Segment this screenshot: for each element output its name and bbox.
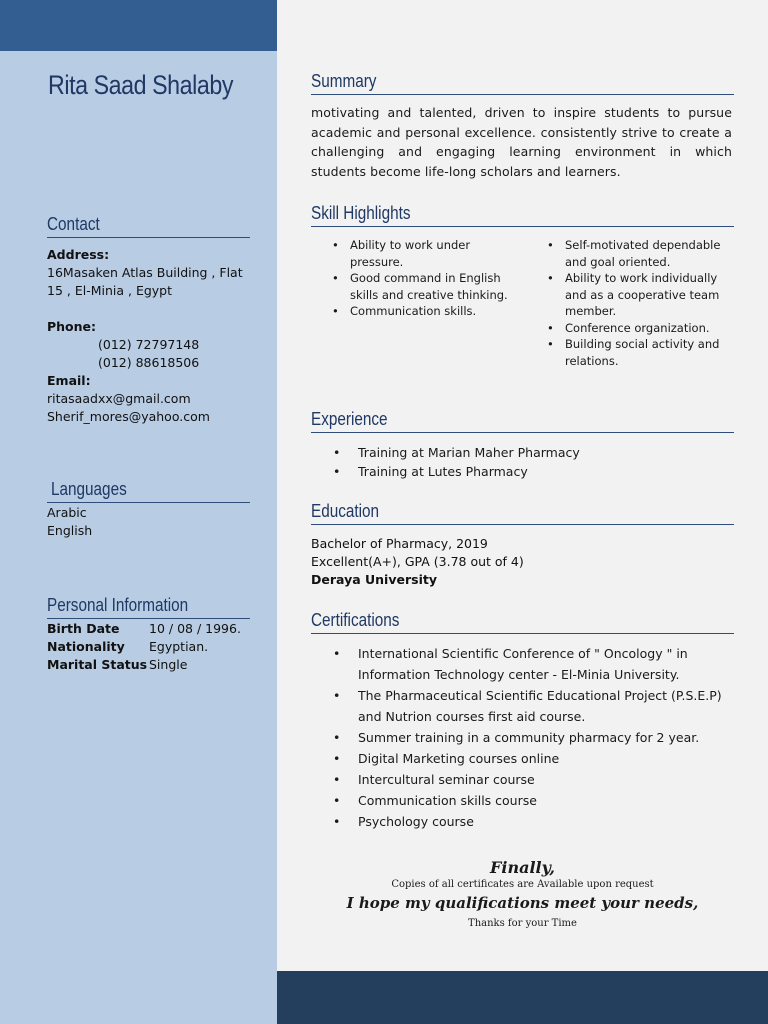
certification-item: • The Pharmaceutical Scientific Educational Project (P.S.E.P) and Nutrion courses first aid course. (333, 685, 733, 727)
experience-item: • Training at Marian Maher Pharmacy (333, 443, 733, 462)
certification-item: • Psychology course (333, 811, 733, 832)
skill-item: • Ability to work under pressure. (332, 237, 517, 270)
skill-item: • Conference organization. (547, 320, 732, 337)
summary-heading: Summary (311, 71, 734, 95)
personal-label: Nationality (47, 639, 125, 654)
languages-list (47, 504, 92, 540)
summary-text: motivating and talented, driven to inspire students to pursue academic and personal excellence. consistently strive to create a challenging and engaging learning environment in which students become life-long scholars and learners. (311, 105, 732, 179)
personal-info-table (47, 620, 257, 674)
languages-heading: Languages (47, 479, 250, 503)
closing-hope: I hope my qualifications meet your needs, (346, 894, 699, 912)
sidebar-top-band (0, 0, 277, 51)
certification-item: • Digital Marketing courses online (333, 748, 733, 769)
personal-info-heading: Personal Information (47, 595, 250, 619)
closing-finally: Finally, (490, 858, 555, 877)
email-2[interactable]: Sherif_mores@yahoo.com (47, 409, 210, 424)
education-heading: Education (311, 501, 734, 525)
experience-heading: Experience (311, 409, 734, 433)
skill-item: • Ability to work individually and as a cooperative team member. (547, 270, 732, 320)
language-item: English (47, 523, 93, 538)
closing-thanks: Thanks for your Time (468, 918, 577, 929)
certification-item: • Summer training in a community pharmacy for 2 year. (333, 727, 733, 748)
personal-label: Birth Date (47, 621, 120, 636)
email-label: Email: (47, 373, 91, 388)
skill-item: • Building social activity and relations. (547, 336, 732, 369)
experience-list (333, 443, 733, 481)
personal-row (47, 638, 257, 656)
education-university: Deraya University (311, 572, 437, 587)
education-grade: Excellent(A+), GPA (3.78 out of 4) (311, 554, 524, 569)
education-degree: Bachelor of Pharmacy, 2019 (311, 536, 488, 551)
address-label: Address: (47, 247, 110, 262)
phone-2: (012) 88618506 (98, 355, 200, 370)
personal-row (47, 620, 257, 638)
sidebar (0, 0, 277, 1024)
personal-value: Single (149, 657, 188, 672)
personal-row (47, 656, 257, 674)
certification-item: • Intercultural seminar course (333, 769, 733, 790)
phone-label: Phone: (47, 319, 97, 334)
certification-item: • International Scientific Conference of " Oncology " in Information Technology center - El-Minia University. (333, 643, 733, 685)
closing-copies: Copies of all certificates are Available upon request (391, 879, 654, 890)
personal-value: Egyptian. (149, 639, 209, 654)
personal-value: 10 / 08 / 1996. (149, 621, 241, 636)
bottom-band (277, 971, 768, 1024)
experience-item: • Training at Lutes Pharmacy (333, 462, 733, 481)
skills-left-list (332, 237, 517, 320)
personal-label: Marital Status (47, 657, 148, 672)
address-line2: 15 , El-Minia , Egypt (47, 283, 173, 298)
certifications-list (333, 643, 733, 832)
address-line1: 16Masaken Atlas Building , Flat (47, 265, 243, 280)
candidate-name: Rita Saad Shalaby (48, 70, 234, 100)
skills-right-list (547, 237, 732, 369)
contact-block (47, 246, 243, 426)
language-item: Arabic (47, 505, 87, 520)
skill-item: • Communication skills. (332, 303, 517, 320)
certifications-heading: Certifications (311, 610, 734, 634)
skill-item: • Self-motivated dependable and goal oriented. (547, 237, 732, 270)
email-1[interactable]: ritasaadxx@gmail.com (47, 391, 191, 406)
skill-item: • Good command in English skills and creative thinking. (332, 270, 517, 303)
contact-heading: Contact (47, 214, 250, 238)
certification-item: • Communication skills course (333, 790, 733, 811)
phone-1: (012) 72797148 (98, 337, 200, 352)
skills-heading: Skill Highlights (311, 203, 734, 227)
education-block (311, 535, 524, 589)
